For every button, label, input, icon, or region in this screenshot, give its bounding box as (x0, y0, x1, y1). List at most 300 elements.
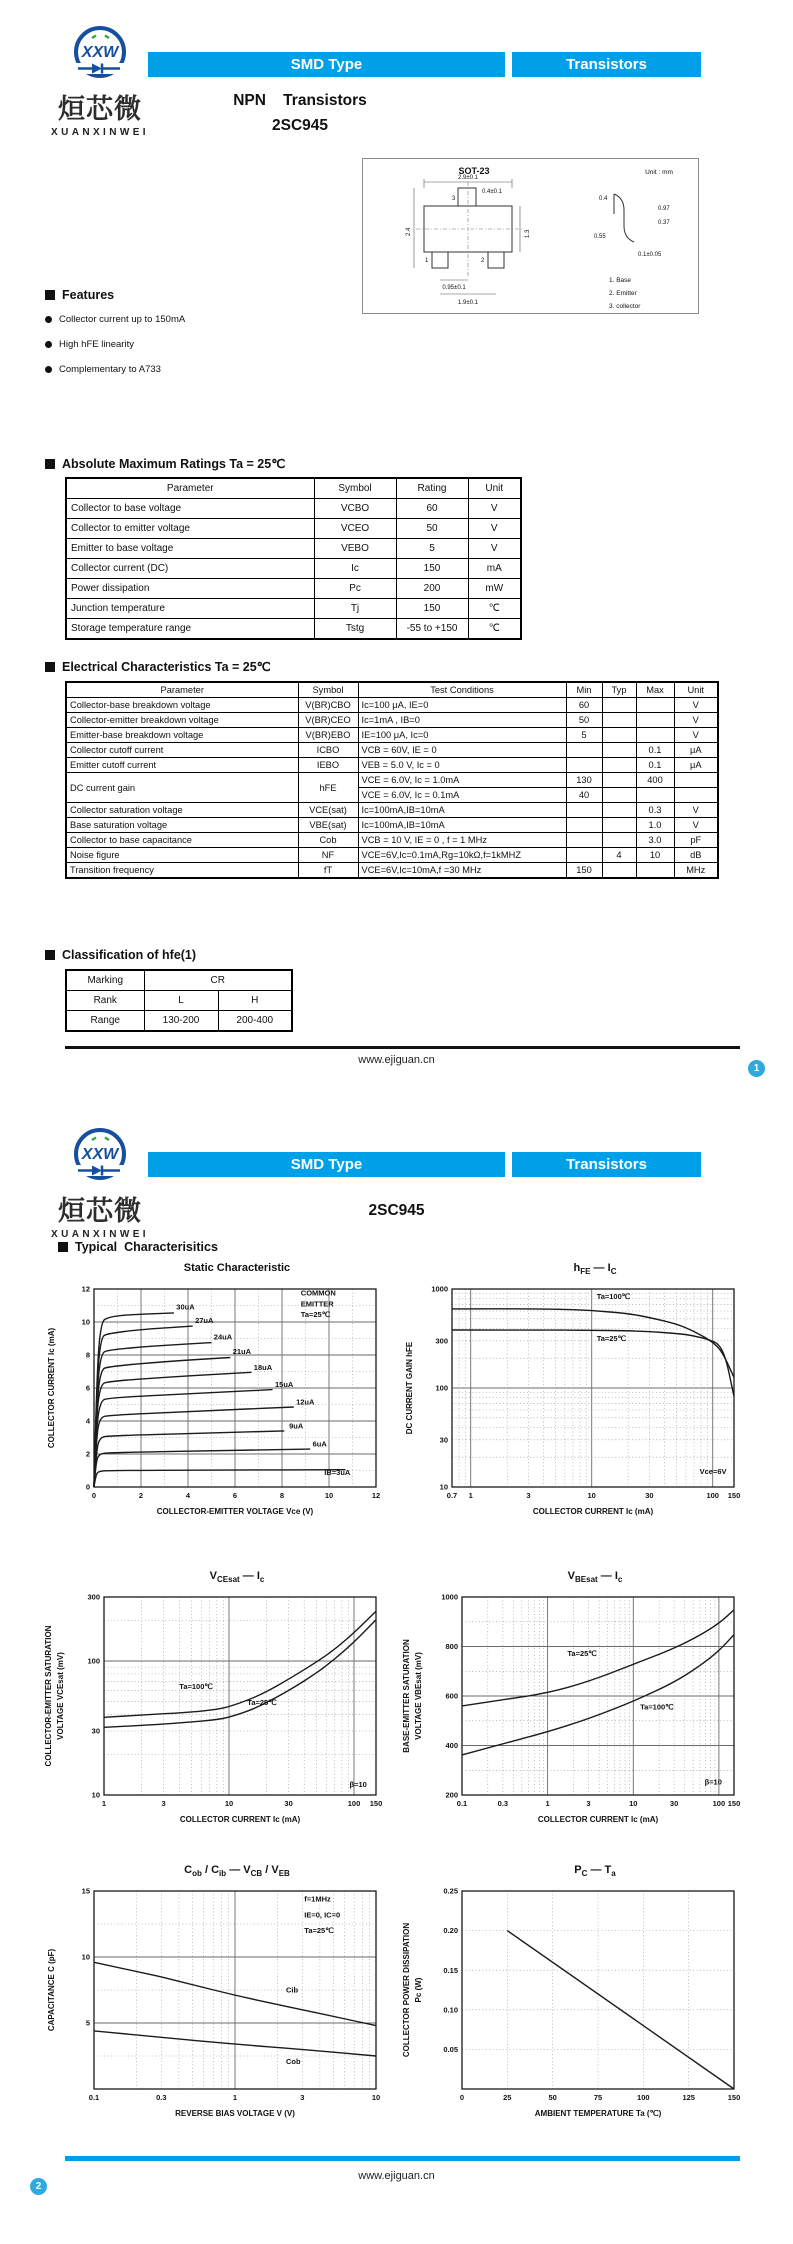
table-row (66, 991, 292, 1011)
dim-profile-2: 0.37 (658, 220, 670, 226)
pin-legend-collector: 3. collector (609, 303, 641, 310)
table-cell (636, 728, 674, 743)
svg-text:10: 10 (91, 1790, 100, 1800)
brand-logo-icon (65, 24, 135, 86)
table-cell: 0.1 (636, 743, 674, 758)
table-cell: CR (144, 970, 292, 991)
svg-text:4: 4 (185, 1491, 191, 1500)
chart-title: $P_C$ — $T_a$ (574, 1864, 616, 1879)
table-row (66, 519, 521, 539)
svg-text:18uA: 18uA (253, 1362, 273, 1372)
table-cell: DC current gain (66, 773, 298, 803)
table-cell: Collector to emitter voltage (66, 519, 314, 539)
brand-name-cn: 烜芯微 (58, 94, 142, 124)
column-header: Rating (396, 478, 468, 499)
table-cell: Junction temperature (66, 599, 314, 619)
chart-vbesat-vs-ic (398, 1570, 750, 1844)
table-cell: hFE (298, 773, 358, 803)
table-cell (602, 803, 636, 818)
table-cell: Collector to base voltage (66, 499, 314, 519)
svg-text:6uA: 6uA (312, 1439, 327, 1449)
table-cell: V (468, 499, 521, 519)
table-cell: V (674, 713, 718, 728)
footer-url: www.ejiguan.cn (358, 2170, 435, 2182)
svg-text:IE=0, IC=0: IE=0, IC=0 (304, 1910, 341, 1920)
header-banner (148, 1152, 701, 1177)
svg-text:100: 100 (435, 1383, 448, 1393)
table-row (66, 743, 718, 758)
title-part-number: 2SC945 (271, 117, 328, 134)
table-cell (602, 713, 636, 728)
dim-pin-pitch: 0.95±0.1 (442, 285, 466, 291)
table-header-row (66, 478, 521, 499)
table-cell: Emitter cutoff current (66, 758, 298, 773)
svg-text:COMMON: COMMON (300, 1288, 336, 1298)
table-cell: Power dissipation (66, 579, 314, 599)
table-cell: Collector-emitter breakdown voltage (66, 713, 298, 728)
square-bullet-icon (58, 1242, 68, 1252)
svg-text:400: 400 (445, 1741, 458, 1751)
table-cell: ℃ (468, 599, 521, 619)
banner-smd-type: SMD Type (148, 1152, 505, 1177)
column-header: Typ (602, 682, 636, 698)
table-cell: Collector current (DC) (66, 559, 314, 579)
table-cell: V (468, 539, 521, 559)
table-row (66, 1011, 292, 1032)
table-row (66, 579, 521, 599)
svg-text:9uA: 9uA (289, 1421, 304, 1431)
svg-text:100: 100 (347, 1799, 361, 1808)
table-cell: VEB = 5.0 V, Ic = 0 (358, 758, 566, 773)
chart-title: Static Characteristic (183, 1262, 291, 1274)
svg-text:1: 1 (232, 2093, 238, 2102)
svg-text:30: 30 (284, 1799, 293, 1808)
chart-plot (40, 1881, 392, 2133)
table-cell: Noise figure (66, 848, 298, 863)
svg-text:Cib: Cib (286, 1985, 299, 1995)
table-cell: VCBO (314, 499, 396, 519)
table-cell: 200-400 (218, 1011, 292, 1032)
column-header: Parameter (66, 478, 314, 499)
svg-text:8: 8 (279, 1491, 285, 1500)
svg-text:BASE-EMITTER SATURATION: BASE-EMITTER SATURATION (402, 1639, 411, 1753)
svg-text:0.7: 0.7 (446, 1491, 458, 1500)
dim-seating: 0.1±0.05 (638, 252, 662, 258)
svg-text:10: 10 (224, 1799, 234, 1808)
hfe-classification-table (65, 969, 293, 1032)
abs-max-heading: Absolute Maximum Ratings Ta = 25℃ (45, 456, 285, 471)
table-cell: Collector cutoff current (66, 743, 298, 758)
page-2 (0, 1122, 793, 2244)
svg-text:4: 4 (85, 1416, 90, 1426)
table-cell: V (674, 803, 718, 818)
svg-text:100: 100 (706, 1491, 719, 1500)
svg-text:12: 12 (81, 1284, 90, 1294)
column-header: Unit (674, 682, 718, 698)
svg-text:3: 3 (526, 1491, 531, 1500)
table-row (66, 698, 718, 713)
table-cell: 130-200 (144, 1011, 218, 1032)
chart-plot (398, 1587, 750, 1839)
svg-text:125: 125 (682, 2093, 695, 2102)
table-cell: 5 (566, 728, 602, 743)
package-name: SOT-23 (458, 166, 490, 176)
table-cell: Ic=100mA,IB=10mA (358, 803, 566, 818)
circle-bullet-icon (45, 366, 52, 373)
svg-text:CAPACITANCE C (pF): CAPACITANCE C (pF) (47, 1948, 56, 2032)
svg-text:Ta=25℃: Ta=25℃ (247, 1697, 277, 1707)
table-cell (602, 728, 636, 743)
table-cell (602, 818, 636, 833)
svg-text:REVERSE BIAS VOLTAGE V (V): REVERSE BIAS VOLTAGE V (V) (175, 2109, 295, 2118)
table-cell: V(BR)EBO (298, 728, 358, 743)
table-cell: 150 (566, 863, 602, 879)
svg-text:100: 100 (87, 1656, 100, 1666)
svg-text:150: 150 (727, 1799, 741, 1808)
svg-text:75: 75 (593, 2093, 603, 2102)
banner-transistors: Transistors (512, 1152, 701, 1177)
svg-text:15: 15 (81, 1886, 90, 1896)
table-cell: Tj (314, 599, 396, 619)
feature-item: High hFE linearity (45, 339, 365, 350)
svg-text:Ta=25℃: Ta=25℃ (300, 1310, 331, 1319)
table-cell: dB (674, 848, 718, 863)
square-bullet-icon (45, 662, 55, 672)
table-cell: ICBO (298, 743, 358, 758)
svg-text:Ta=100℃: Ta=100℃ (179, 1681, 213, 1691)
svg-text:0.05: 0.05 (443, 2045, 458, 2054)
svg-text:0.15: 0.15 (443, 1965, 458, 1975)
svg-text:Pc (W): Pc (W) (414, 1977, 423, 2003)
table-row (66, 773, 718, 788)
feature-item: Collector current up to 150mA (45, 314, 365, 325)
svg-text:30uA: 30uA (176, 1302, 195, 1312)
table-cell: VCE(sat) (298, 803, 358, 818)
svg-text:100: 100 (637, 2093, 650, 2102)
table-cell (636, 788, 674, 803)
table-cell: 50 (396, 519, 468, 539)
table-cell (566, 758, 602, 773)
svg-text:30: 30 (645, 1491, 654, 1500)
svg-text:10: 10 (371, 2093, 381, 2102)
svg-text:0.3: 0.3 (497, 1799, 509, 1808)
table-cell: fT (298, 863, 358, 879)
svg-text:5: 5 (85, 2018, 90, 2028)
table-cell: IEBO (298, 758, 358, 773)
title-device-type: NPN Transistors (233, 92, 367, 109)
table-cell: Collector to base capacitance (66, 833, 298, 848)
brand-name-cn: 烜芯微 (58, 1196, 142, 1226)
svg-text:8: 8 (85, 1350, 90, 1360)
dim-standoff: 0.55 (594, 234, 606, 240)
pin-legend-emitter: 2. Emitter (609, 290, 637, 297)
svg-text:β=10: β=10 (704, 1777, 722, 1787)
document-title (150, 92, 450, 135)
table-cell: V (674, 698, 718, 713)
header-banner (148, 52, 701, 77)
table-cell: Emitter to base voltage (66, 539, 314, 559)
footer-rule (65, 2156, 740, 2161)
svg-text:300: 300 (435, 1336, 448, 1346)
pin-number-3: 3 (452, 196, 456, 202)
svg-text:Ta=100℃: Ta=100℃ (640, 1702, 674, 1712)
svg-text:Ta=25℃: Ta=25℃ (304, 1926, 334, 1936)
svg-text:IB=3uA: IB=3uA (324, 1468, 351, 1478)
svg-text:f=1MHz: f=1MHz (304, 1894, 331, 1904)
logo-monogram: XXW (81, 1146, 119, 1163)
circle-bullet-icon (45, 341, 52, 348)
column-header: Symbol (298, 682, 358, 698)
svg-text:200: 200 (445, 1790, 458, 1800)
table-row (66, 758, 718, 773)
svg-text:1000: 1000 (441, 1592, 458, 1602)
svg-text:0.1: 0.1 (456, 1799, 468, 1808)
svg-text:COLLECTOR POWER DISSIPATION: COLLECTOR POWER DISSIPATION (402, 1922, 411, 2058)
features-section (45, 288, 365, 389)
svg-text:AMBIENT TEMPERATURE Ta (℃): AMBIENT TEMPERATURE Ta (℃) (534, 2109, 662, 2118)
column-header: Parameter (66, 682, 298, 698)
svg-text:Ta=100℃: Ta=100℃ (596, 1291, 631, 1301)
chart-vcesat-vs-ic (40, 1570, 392, 1844)
svg-text:21uA: 21uA (232, 1347, 252, 1357)
svg-text:0.25: 0.25 (443, 1886, 458, 1896)
table-cell: VEBO (314, 539, 396, 559)
chart-capacitance-vs-voltage (40, 1864, 392, 2138)
table-cell: VCE=6V,Ic=10mA,f =30 MHz (358, 863, 566, 879)
chart-title: $V_{BEsat}$ — $I_c$ (567, 1570, 623, 1585)
chart-plot (40, 1279, 392, 1531)
table-cell: μA (674, 743, 718, 758)
svg-text:EMITTER: EMITTER (300, 1299, 334, 1309)
table-row (66, 619, 521, 640)
svg-text:VOLTAGE VBEsat (mV): VOLTAGE VBEsat (mV) (414, 1652, 423, 1740)
chart-plot (40, 1587, 392, 1839)
table-cell: 50 (566, 713, 602, 728)
table-cell (602, 698, 636, 713)
table-cell: Marking (66, 970, 144, 991)
table-cell: 400 (636, 773, 674, 788)
dim-body-width: 2.9±0.1 (458, 175, 478, 181)
table-cell: 60 (396, 499, 468, 519)
svg-text:0.3: 0.3 (156, 2093, 167, 2102)
table-cell: 5 (396, 539, 468, 559)
table-cell: pF (674, 833, 718, 848)
table-cell (566, 803, 602, 818)
svg-text:10: 10 (629, 1799, 638, 1808)
dim-total-height: 2.4 (406, 227, 412, 236)
svg-text:2: 2 (138, 1491, 144, 1500)
table-cell: 60 (566, 698, 602, 713)
table-cell: 10 (636, 848, 674, 863)
chart-plot (398, 1881, 750, 2133)
svg-text:Ta=25℃: Ta=25℃ (567, 1648, 597, 1658)
table-cell: IE=100 μA, Ic=0 (358, 728, 566, 743)
table-cell: 130 (566, 773, 602, 788)
svg-text:0: 0 (91, 1491, 97, 1500)
dim-pin-span: 1.9±0.1 (458, 300, 478, 306)
svg-text:0: 0 (459, 2093, 465, 2102)
table-cell: μA (674, 758, 718, 773)
svg-text:30: 30 (669, 1799, 679, 1808)
column-header: Unit (468, 478, 521, 499)
table-row (66, 713, 718, 728)
svg-text:30: 30 (91, 1726, 100, 1736)
table-cell: 0.3 (636, 803, 674, 818)
table-row (66, 559, 521, 579)
svg-text:3: 3 (161, 1799, 166, 1808)
table-cell: 0.1 (636, 758, 674, 773)
footer-rule (65, 1046, 740, 1049)
svg-text:COLLECTOR CURRENT Ic (mA): COLLECTOR CURRENT Ic (mA) (537, 1815, 659, 1824)
chart-static-characteristic (40, 1262, 392, 1536)
page-number-badge: 2 (30, 2178, 47, 2195)
table-cell: V(BR)CEO (298, 713, 358, 728)
hfe-classification-heading: Classification of hfe(1) (45, 948, 196, 962)
table-cell: Collector-base breakdown voltage (66, 698, 298, 713)
table-cell: H (218, 991, 292, 1011)
svg-text:Ta=25℃: Ta=25℃ (596, 1334, 627, 1344)
svg-text:3: 3 (586, 1799, 591, 1808)
table-cell (636, 698, 674, 713)
svg-text:150: 150 (727, 2093, 741, 2102)
table-cell: mW (468, 579, 521, 599)
logo-monogram: XXW (81, 44, 119, 61)
svg-text:0.20: 0.20 (443, 1926, 458, 1936)
table-cell: VCE=6V,Ic=0.1mA,Rg=10kΩ,f=1kMHZ (358, 848, 566, 863)
svg-text:COLLECTOR-EMITTER VOLTAGE Vce: COLLECTOR-EMITTER VOLTAGE Vce (V) (156, 1507, 314, 1516)
package-unit: Unit : mm (645, 169, 673, 176)
table-cell (566, 848, 602, 863)
table-row (66, 599, 521, 619)
chart-title: $h_{FE}$ — $I_C$ (573, 1262, 617, 1277)
table-cell: V (468, 519, 521, 539)
table-cell: Base saturation voltage (66, 818, 298, 833)
table-row (66, 833, 718, 848)
page-number-badge: 1 (748, 1060, 765, 1077)
table-cell (602, 863, 636, 879)
table-cell: Ic (314, 559, 396, 579)
svg-text:0.10: 0.10 (443, 2005, 458, 2015)
table-cell: VCB = 10 V, IE = 0 , f = 1 MHz (358, 833, 566, 848)
features-list (45, 314, 365, 375)
dim-lead-width: 0.4±0.1 (482, 189, 502, 195)
table-cell: Pc (314, 579, 396, 599)
table-cell: 1.0 (636, 818, 674, 833)
chart-hfe-vs-ic (398, 1262, 750, 1536)
svg-text:12: 12 (371, 1491, 381, 1500)
table-row (66, 499, 521, 519)
svg-text:800: 800 (445, 1642, 458, 1652)
table-row (66, 848, 718, 863)
table-cell: Collector saturation voltage (66, 803, 298, 818)
features-heading: Features (45, 288, 365, 302)
svg-text:1: 1 (468, 1491, 473, 1500)
svg-text:COLLECTOR-EMITTER SATURATION: COLLECTOR-EMITTER SATURATION (44, 1625, 53, 1767)
svg-text:Vce=6V: Vce=6V (699, 1467, 727, 1477)
table-cell: mA (468, 559, 521, 579)
svg-text:2: 2 (85, 1449, 90, 1459)
table-cell: 150 (396, 559, 468, 579)
column-header: Min (566, 682, 602, 698)
feature-item: Complementary to A733 (45, 364, 365, 375)
table-cell: V (674, 818, 718, 833)
svg-text:10: 10 (439, 1482, 448, 1492)
pin-number-2: 2 (481, 258, 485, 264)
svg-text:150: 150 (369, 1799, 383, 1808)
svg-text:27uA: 27uA (195, 1315, 214, 1325)
svg-text:0.1: 0.1 (88, 2093, 100, 2102)
chart-plot (398, 1279, 750, 1531)
package-drawing (362, 158, 699, 314)
svg-text:30: 30 (439, 1435, 448, 1445)
column-header: Test Conditions (358, 682, 566, 698)
brand-name-en: XUANXINWEI (51, 127, 149, 138)
table-row (66, 728, 718, 743)
svg-text:10: 10 (324, 1491, 334, 1500)
svg-text:25: 25 (503, 2093, 512, 2102)
table-cell (602, 833, 636, 848)
table-cell: VCE = 6.0V, Ic = 0.1mA (358, 788, 566, 803)
table-cell (566, 818, 602, 833)
svg-text:300: 300 (87, 1592, 100, 1602)
svg-text:10: 10 (81, 1952, 90, 1962)
square-bullet-icon (45, 459, 55, 469)
table-header-row (66, 682, 718, 698)
table-cell: Range (66, 1011, 144, 1032)
table-cell (602, 788, 636, 803)
table-cell: V (674, 728, 718, 743)
svg-text:1000: 1000 (431, 1284, 448, 1294)
svg-text:COLLECTOR CURRENT Ic (mA): COLLECTOR CURRENT Ic (mA) (179, 1815, 301, 1824)
svg-text:COLLECTOR CURRENT Ic (mA): COLLECTOR CURRENT Ic (mA) (532, 1507, 654, 1516)
chart-title: $C_{ob} / C_{ib}$ — $V_{CB} / V_{EB}$ (184, 1864, 290, 1879)
dim-lead-thickness: 0.4 (599, 196, 608, 202)
banner-smd-type: SMD Type (148, 52, 505, 77)
table-cell: Emitter-base breakdown voltage (66, 728, 298, 743)
table-cell: 40 (566, 788, 602, 803)
column-header: Symbol (314, 478, 396, 499)
chart-pc-vs-ta (398, 1864, 750, 2138)
table-cell (674, 788, 718, 803)
footer-url: www.ejiguan.cn (358, 1054, 435, 1066)
table-cell: ℃ (468, 619, 521, 640)
table-cell (674, 773, 718, 788)
table-cell (566, 833, 602, 848)
table-cell: VCE = 6.0V, Ic = 1.0mA (358, 773, 566, 788)
table-cell (602, 758, 636, 773)
brand-logo-icon (65, 1126, 135, 1188)
brand-logo (36, 24, 164, 138)
table-cell: Cob (298, 833, 358, 848)
table-cell: MHz (674, 863, 718, 879)
table-cell (602, 773, 636, 788)
table-cell: 4 (602, 848, 636, 863)
electrical-characteristics-heading: Electrical Characteristics Ta = 25℃ (45, 659, 271, 674)
table-cell (636, 863, 674, 879)
table-cell: Ic=1mA , IB=0 (358, 713, 566, 728)
svg-text:Cob: Cob (286, 2056, 301, 2066)
svg-text:100: 100 (712, 1799, 726, 1808)
table-cell: 200 (396, 579, 468, 599)
svg-text:50: 50 (548, 2093, 557, 2102)
svg-text:12uA: 12uA (296, 1397, 315, 1407)
circle-bullet-icon (45, 316, 52, 323)
absolute-maximum-ratings-table (65, 477, 522, 640)
svg-text:600: 600 (445, 1691, 458, 1701)
svg-text:1: 1 (101, 1799, 107, 1808)
table-cell (566, 743, 602, 758)
svg-text:1: 1 (545, 1799, 550, 1808)
